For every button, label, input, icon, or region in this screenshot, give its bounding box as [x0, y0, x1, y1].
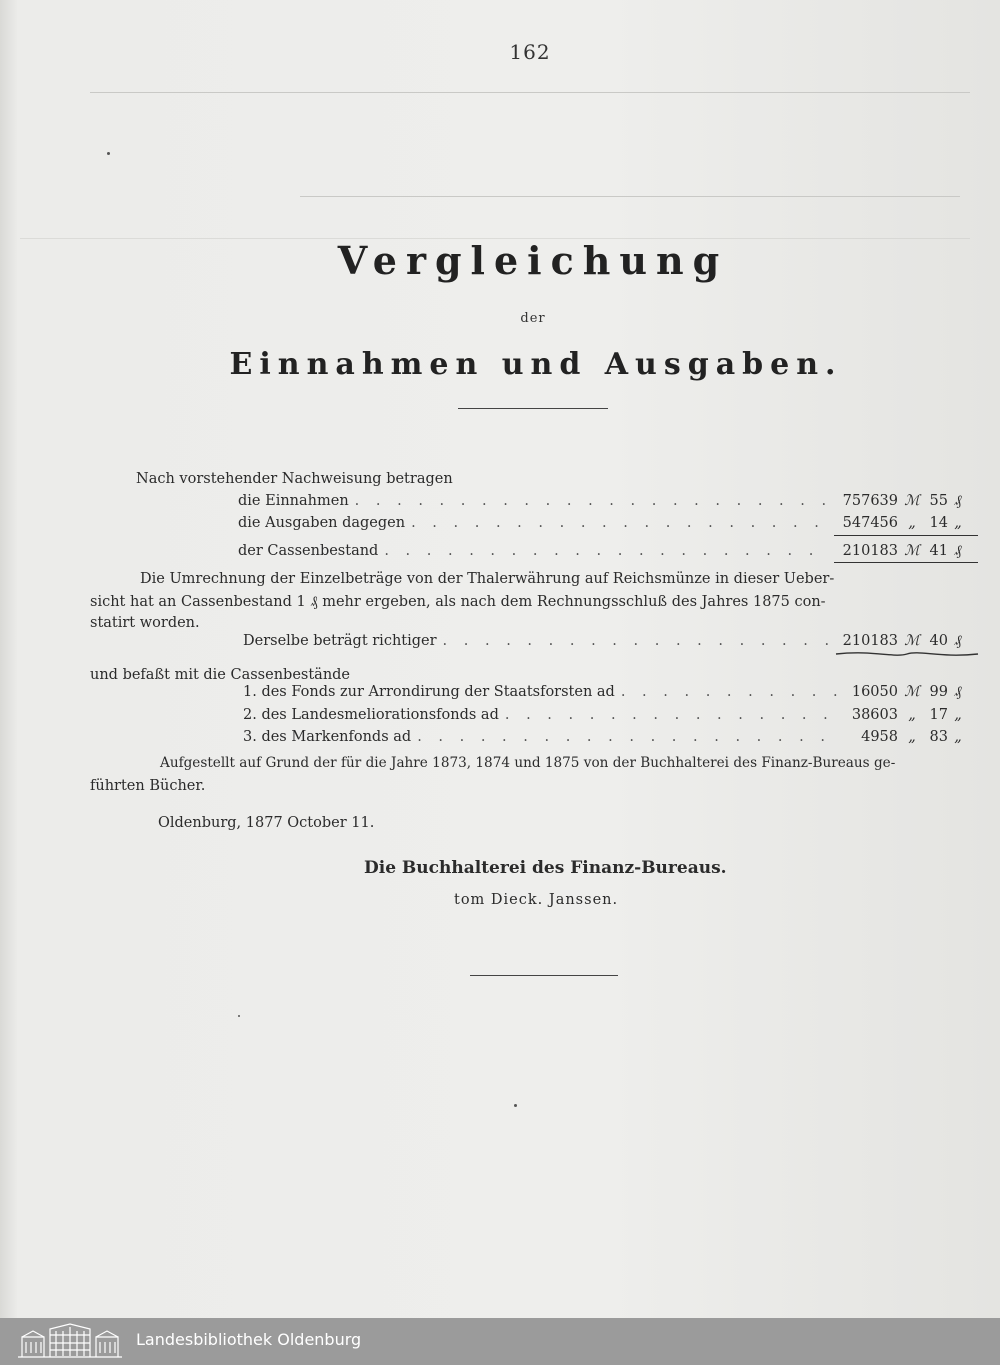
sum-rule	[834, 535, 978, 536]
fund-row-3	[243, 729, 843, 745]
library-footer	[0, 1318, 1000, 1365]
signatories: tom Dieck. Janssen.	[454, 892, 619, 908]
title-divider	[458, 408, 608, 409]
expenses-label: die Ausgaben dagegen	[238, 515, 406, 531]
conversion-text-line-3: statirt worden.	[90, 615, 200, 631]
place-date: Oldenburg, 1877 October 11.	[158, 815, 375, 831]
conversion-text-line-2: sicht hat an Cassenbestand 1 ₰ mehr ergeben, als nach dem Rechnungsschluß des Jahres 1875 con-	[90, 594, 826, 610]
leader-dots	[443, 633, 828, 649]
fund-row-2	[243, 707, 843, 723]
leader-dots	[505, 707, 837, 723]
balance-label: der Cassenbestand	[238, 543, 379, 559]
income-label: die Einnahmen	[238, 493, 349, 509]
expenses-row	[238, 515, 834, 531]
conversion-text-line-1: Die Umrechnung der Einzelbeträge von der Thalerwährung auf Reichsmünze in dieser Ueber-	[140, 571, 835, 587]
leader-dots	[411, 515, 828, 531]
leader-dots	[417, 729, 837, 745]
closing-divider	[470, 975, 618, 976]
bleed-through-line	[90, 92, 970, 93]
library-building-icon	[14, 1323, 126, 1359]
fund-label: 3. des Markenfonds ad	[243, 729, 412, 745]
leader-dots	[355, 493, 828, 509]
correct-balance-amount: 210183 ℳ 40 ₰	[842, 633, 962, 649]
compiled-text-line-2: führten Bücher.	[90, 778, 206, 794]
title-conjunction: der	[520, 311, 546, 326]
fund-amount-2: 38603 „ 17 „	[851, 707, 962, 723]
correct-balance-row	[243, 633, 834, 649]
document-title: Vergleichung	[337, 238, 729, 283]
compiled-text-line-1: Aufgestellt auf Grund der für die Jahre 1873, 1874 und 1875 von der Buchhalterei des Finanz-Bureaus ge-	[160, 755, 896, 771]
library-name: Landesbibliothek Oldenburg	[136, 1330, 362, 1349]
income-amount: 757639 ℳ 55 ₰	[842, 493, 962, 509]
fund-label: 2. des Landesmeliorationsfonds ad	[243, 707, 499, 723]
balance-row	[238, 543, 834, 559]
bleed-through-line	[300, 196, 960, 197]
paper-speck	[514, 1104, 517, 1107]
paper-speck	[238, 1015, 240, 1017]
correct-balance-label: Derselbe beträgt richtiger	[243, 633, 437, 649]
signature-office: Die Buchhalterei des Finanz-Bureaus.	[364, 858, 727, 878]
expenses-amount: 547456 „ 14 „	[842, 515, 962, 531]
leader-dots	[621, 684, 837, 700]
paper-speck	[107, 152, 110, 155]
flourish-underline	[834, 648, 980, 660]
fund-amount-1: 16050 ℳ 99 ₰	[851, 684, 962, 700]
includes-text: und befaßt mit die Cassenbestände	[90, 667, 351, 683]
intro-text: Nach vorstehender Nachweisung betragen	[136, 471, 453, 487]
fund-label: 1. des Fonds zur Arrondirung der Staatsforsten ad	[243, 684, 615, 700]
fund-amount-3: 4958 „ 83 „	[861, 729, 962, 745]
page-number: 162	[509, 40, 551, 64]
leader-dots	[384, 543, 828, 559]
total-rule	[834, 562, 978, 563]
document-subtitle: Einnahmen und Ausgaben.	[229, 347, 843, 382]
balance-amount: 210183 ℳ 41 ₰	[842, 543, 962, 559]
income-row	[238, 493, 834, 509]
fund-row-1	[243, 684, 843, 700]
